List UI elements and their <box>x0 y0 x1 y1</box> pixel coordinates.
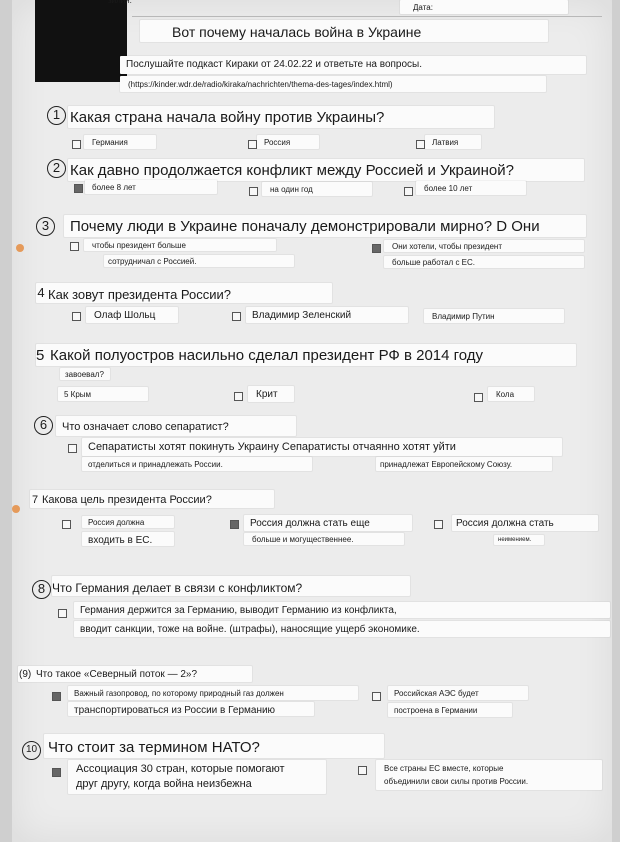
q9-option-2-line-2: построена в Германии <box>394 706 478 715</box>
question-1-number: 1 <box>47 106 66 125</box>
q4-option-1-checkbox[interactable] <box>72 312 81 321</box>
q9-option-1-line-1: Важный газопровод, по которому природный газ должен <box>74 689 284 698</box>
question-1-text: Какая страна начала войну против Украины? <box>70 109 385 126</box>
question-10-number: 10 <box>22 741 41 760</box>
q3-option-1-checkbox[interactable] <box>70 242 79 251</box>
q3-option-2-checkbox[interactable] <box>372 244 381 253</box>
q7-option-1-line-2: входить в ЕС. <box>88 535 153 546</box>
question-5-text: Какой полуостров насильно сделал президент РФ в 2014 году <box>50 347 484 364</box>
q2-option-3: более 10 лет <box>424 184 473 193</box>
page-title: Вот почему началась война в Украине <box>172 24 422 40</box>
q10-option-1-checkbox[interactable] <box>52 768 61 777</box>
punch-hole-2 <box>12 505 20 513</box>
q2-option-2: на один год <box>270 185 313 194</box>
q9-option-1-line-2: транспортироваться из России в Германию <box>74 705 276 716</box>
q1-option-2-checkbox[interactable] <box>248 140 257 149</box>
q4-option-2: Владимир Зеленский <box>252 310 352 321</box>
question-2-text: Как давно продолжается конфликт между Россией и Украиной? <box>70 162 514 179</box>
q1-option-1: Германия <box>92 138 128 147</box>
q7-option-3-line-2: неимением. <box>498 537 532 543</box>
q5-option-3: Кола <box>496 390 515 399</box>
q7-option-2-line-1: Россия должна стать еще <box>250 518 370 529</box>
q7-option-3-checkbox[interactable] <box>434 520 443 529</box>
question-2-number: 2 <box>47 159 66 178</box>
q4-option-2-checkbox[interactable] <box>232 312 241 321</box>
q1-option-1-checkbox[interactable] <box>72 140 81 149</box>
question-8-number: 8 <box>32 580 51 599</box>
q5-option-2-checkbox[interactable] <box>234 392 243 401</box>
question-6-number: 6 <box>34 416 53 435</box>
question-7-number: 7 <box>32 494 39 506</box>
date-label: Дата: <box>413 3 433 12</box>
q7-option-3-line-1: Россия должна стать <box>456 518 554 529</box>
question-5-sub: завоевал? <box>65 370 104 379</box>
q2-option-1: более 8 лет <box>92 183 136 192</box>
q4-option-1: Олаф Шольц <box>94 310 156 321</box>
q10-option-1-line-1: Ассоциация 30 стран, которые помогают <box>76 763 285 775</box>
q8-option-1-checkbox[interactable] <box>58 609 67 618</box>
punch-hole <box>16 244 24 252</box>
redacted-area <box>35 0 127 82</box>
question-10-text: Что стоит за термином НАТО? <box>48 739 260 756</box>
q6-option-2: принадлежат Европейскому Союзу. <box>380 460 513 469</box>
instruction-text: Послушайте подкаст Кираки от 24.02.22 и ответьте на вопросы. <box>126 59 423 70</box>
q5-option-1: 5 Крым <box>64 390 92 399</box>
q3-option-2-line-1: Они хотели, чтобы президент <box>392 242 502 251</box>
name-label: зилия: <box>108 0 132 5</box>
q9-option-1-checkbox[interactable] <box>52 692 61 701</box>
q9-option-2-line-1: Российская АЭС будет <box>394 689 479 698</box>
q5-option-3-checkbox[interactable] <box>474 393 483 402</box>
q4-option-3: Владимир Путин <box>432 312 495 321</box>
q7-option-1-line-1: Россия должна <box>88 518 145 527</box>
q1-option-3-checkbox[interactable] <box>416 140 425 149</box>
header-line <box>132 16 602 17</box>
question-3-text: Почему люди в Украине поначалу демонстрировали мирно? D Они <box>70 218 540 235</box>
q2-option-3-checkbox[interactable] <box>404 187 413 196</box>
q3-option-1-line-2: сотрудничал с Россией. <box>108 257 197 266</box>
q3-option-1-line-1: чтобы президент больше <box>92 241 186 250</box>
question-9-number: (9) <box>19 669 32 680</box>
question-7-text: Какова цель президента России? <box>42 494 212 506</box>
q2-option-2-checkbox[interactable] <box>249 187 258 196</box>
q8-option-1-line-1: Германия держится за Германию, выводит Германию из конфликта, <box>80 605 397 616</box>
q6-option-1-line-1: Сепаратисты хотят покинуть Украину Сепаратисты отчаянно хотят уйти <box>88 441 456 453</box>
q5-option-2: Крит <box>256 389 278 400</box>
q10-option-2-line-1: Все страны ЕС вместе, которые <box>384 764 504 773</box>
q1-option-3: Латвия <box>432 138 459 147</box>
q7-option-2-line-2: больше и могущественнее. <box>252 535 354 544</box>
question-4-number: 4 <box>37 285 45 300</box>
question-4-text: Как зовут президента России? <box>48 287 231 302</box>
q10-option-1-line-2: друг другу, когда война неизбежна <box>76 778 252 790</box>
q10-option-2-checkbox[interactable] <box>358 766 367 775</box>
q6-option-1-line-2: отделиться и принадлежать России. <box>88 460 223 469</box>
question-5-number: 5 <box>36 347 45 364</box>
podcast-url[interactable]: (https://kinder.wdr.de/radio/kiraka/nachrichten/thema-des-tages/index.html) <box>128 80 393 89</box>
q1-option-2: Россия <box>264 138 291 147</box>
question-6-text: Что означает слово сепаратист? <box>62 421 229 433</box>
q2-option-1-checkbox[interactable] <box>74 184 83 193</box>
q8-option-1-line-2: вводит санкции, тоже на войне. (штрафы), наносящие ущерб экономике. <box>80 624 420 635</box>
question-8-text: Что Германия делает в связи с конфликтом? <box>52 581 303 595</box>
question-9-text: Что такое «Северный поток — 2»? <box>36 669 198 680</box>
q3-option-2-line-2: больше работал с ЕС. <box>392 258 476 267</box>
question-3-number: 3 <box>36 217 55 236</box>
worksheet-page <box>12 0 612 842</box>
q7-option-1-checkbox[interactable] <box>62 520 71 529</box>
q10-option-2-line-2: объединили свои силы против России. <box>384 777 529 786</box>
q7-option-2-checkbox[interactable] <box>230 520 239 529</box>
q9-option-2-checkbox[interactable] <box>372 692 381 701</box>
q6-option-1-checkbox[interactable] <box>68 444 77 453</box>
